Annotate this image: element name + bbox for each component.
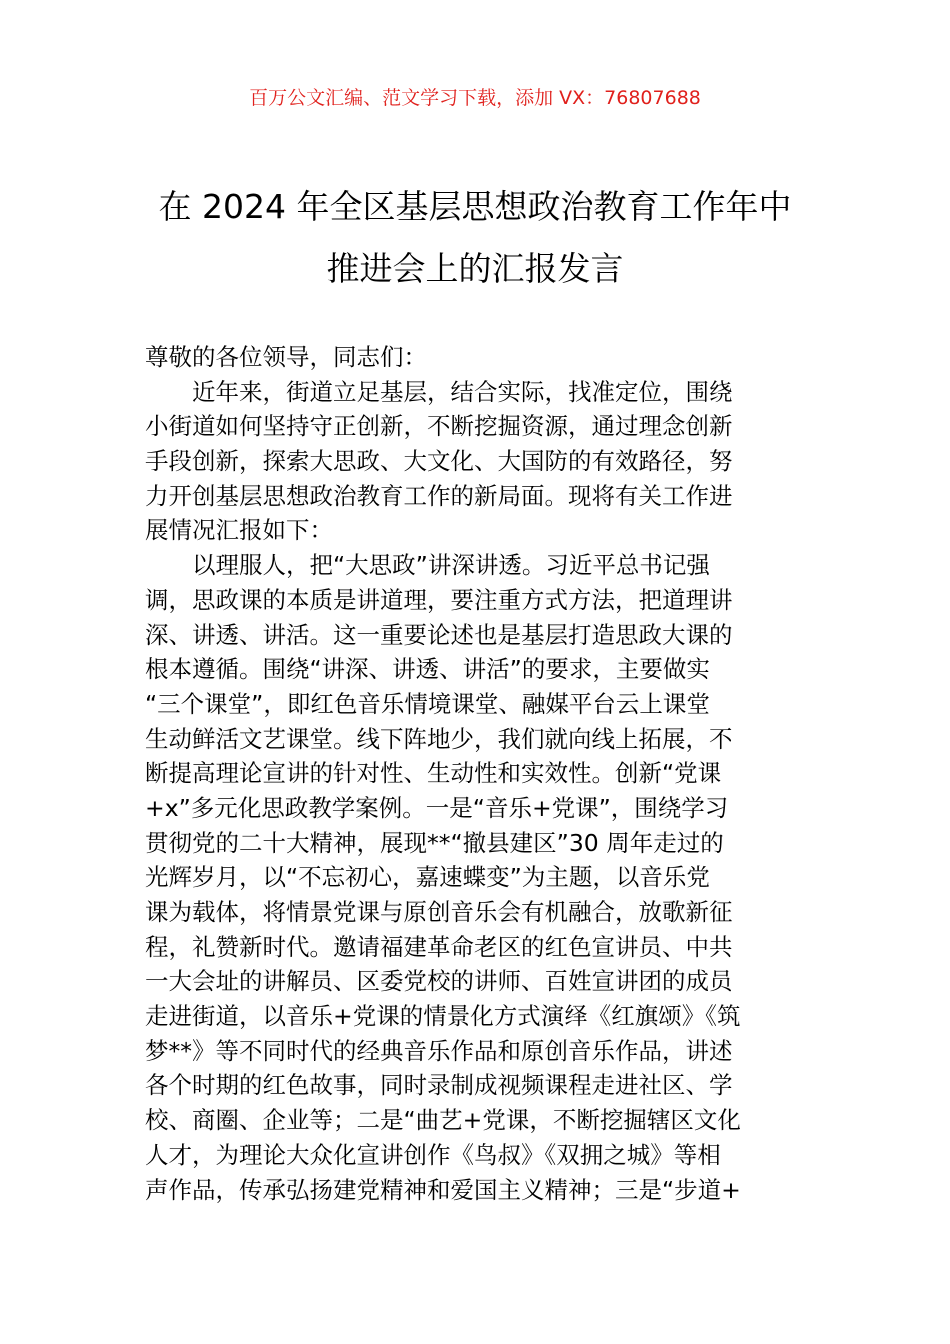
paragraph-line: 生动鲜活文艺课堂。线下阵地少，我们就向线上拓展，不 <box>145 724 733 753</box>
paragraph-line: 光辉岁月，以“不忘初心，嘉速蝶变”为主题，以音乐党 <box>145 863 710 892</box>
salutation: 尊敬的各位领导，同志们： <box>145 343 427 371</box>
paragraph-line: 展情况汇报如下： <box>145 516 333 545</box>
page-title <box>0 176 950 300</box>
paragraph-line: 近年来，街道立足基层，结合实际，找准定位，围绕 <box>192 377 733 406</box>
paragraph-line: +x”多元化思政教学案例。一是“音乐+党课”，围绕学习 <box>145 793 729 822</box>
paragraph-line: 根本遵循。围绕“讲深、讲透、讲活”的要求，主要做实 <box>145 655 710 684</box>
paragraph-line: 深、讲透、讲活。这一重要论述也是基层打造思政大课的 <box>145 620 733 649</box>
title-line-1: 在 2024 年全区基层思想政治教育工作年中 <box>158 187 792 226</box>
paragraph-line: 声作品，传承弘扬建党精神和爱国主义精神；三是“步道+ <box>145 1175 741 1204</box>
paragraph-line: 以理服人，把“大思政”讲深讲透。习近平总书记强 <box>192 551 710 580</box>
paragraph-line: “三个课堂”，即红色音乐情境课堂、融媒平台云上课堂 <box>145 689 710 718</box>
document-body <box>145 340 805 1207</box>
paragraph-line: 小街道如何坚持守正创新，不断挖掘资源，通过理念创新 <box>145 412 733 441</box>
paragraph-line: 断提高理论宣讲的针对性、生动性和实效性。创新“党课 <box>145 759 722 788</box>
paragraph-line: 力开创基层思想政治教育工作的新局面。现将有关工作进 <box>145 481 733 510</box>
paragraph-line: 贯彻党的二十大精神，展现**“撤县建区”30 周年走过的 <box>145 828 724 857</box>
paragraph-line: 调，思政课的本质是讲道理，要注重方式方法，把道理讲 <box>145 585 733 614</box>
title-line-2: 推进会上的汇报发言 <box>326 249 624 288</box>
paragraph-line: 走进街道，以音乐+党课的情景化方式演绎《红旗颂》《筑 <box>145 1002 741 1031</box>
paragraph-line: 手段创新，探索大思政、大文化、大国防的有效路径，努 <box>145 447 733 476</box>
header-note: 百万公文汇编、范文学习下载，添加 VX：76807688 <box>249 87 701 109</box>
paragraph-line: 校、商圈、企业等；二是“曲艺+党课，不断挖掘辖区文化 <box>145 1106 741 1135</box>
paragraph-line: 程，礼赞新时代。邀请福建革命老区的红色宣讲员、中共 <box>145 932 733 961</box>
paragraph-line: 一大会址的讲解员、区委党校的讲师、百姓宣讲团的成员 <box>145 967 733 996</box>
paragraph-line: 梦**》等不同时代的经典音乐作品和原创音乐作品，讲述 <box>145 1036 733 1065</box>
paragraph-line: 各个时期的红色故事，同时录制成视频课程走进社区、学 <box>145 1071 733 1100</box>
paragraph-line: 课为载体，将情景党课与原创音乐会有机融合，放歌新征 <box>145 898 733 926</box>
paragraph-line: 人才，为理论大众化宣讲创作《鸟叔》《双拥之城》等相 <box>145 1140 721 1169</box>
